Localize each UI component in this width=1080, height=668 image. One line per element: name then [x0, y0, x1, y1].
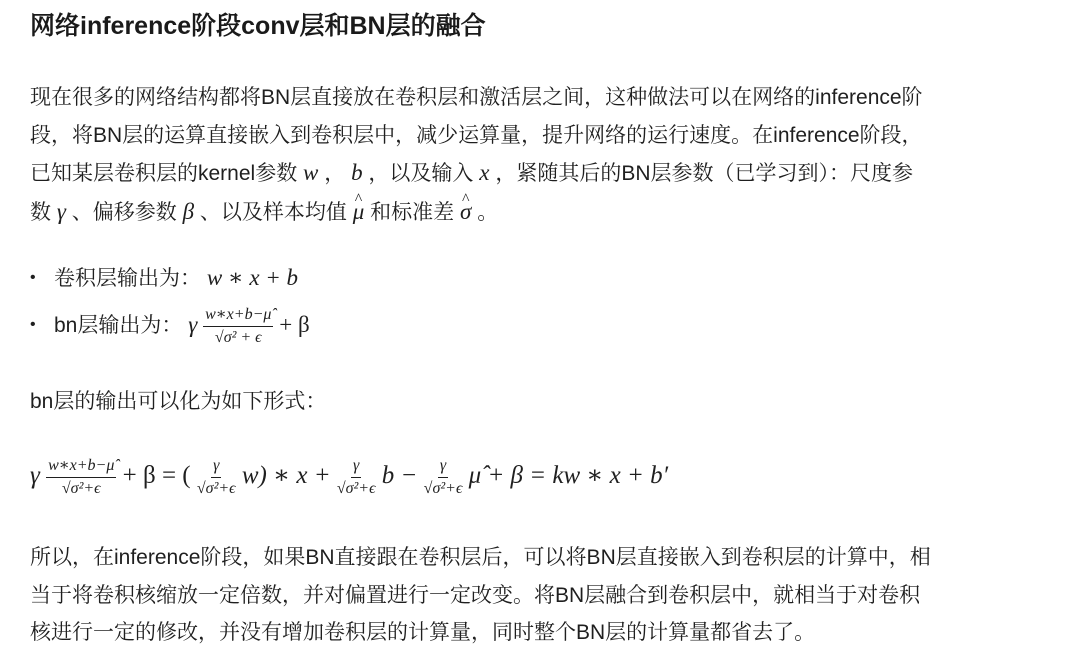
eq-result: μ̂ + β = kw ∗ x + b′	[468, 462, 669, 489]
eq-plus-beta: + β = (	[122, 462, 191, 489]
conclusion-paragraph	[30, 539, 1050, 652]
eq-fraction-bn-denominator: √σ²+ϵ	[61, 479, 101, 497]
intro-line-3d: ，紧随其后的BN层参数（已学习到）：尺度参	[495, 162, 913, 185]
eq-fraction-numerator: γ	[351, 457, 361, 478]
eq-fraction-denominator: √σ²+ϵ	[423, 479, 463, 497]
conclusion-line-1: 所以，在inference阶段，如果BN直接跟在卷积层后，可以将BN层直接嵌入到卷积层的计算中，相	[30, 546, 931, 569]
conclusion-line-2: 当于将卷积核缩放一定倍数，并对偏置进行一定改变。将BN层融合到卷积层中，就相当于对卷积	[30, 583, 921, 607]
page-title: 网络inference阶段conv层和BN层的融合	[30, 12, 486, 40]
bn-output-label: bn层输出为：	[54, 314, 183, 337]
conclusion-line-3: 核进行一定的修改，并没有增加卷积层的计算量，同时整个BN层的计算量都省去了。	[30, 621, 816, 644]
sqrt-sign-icon: √	[196, 479, 206, 497]
intro-line-4e: 。	[477, 200, 499, 224]
bn-fraction-numerator: w∗x+b−μ̂	[203, 306, 273, 327]
conv-output-formula: w ∗ x + b	[206, 265, 299, 290]
intro-line-3a: 已知某层卷积层的kernel参数	[30, 162, 298, 185]
conv-output-label: 卷积层输出为：	[54, 267, 201, 290]
eq-fraction-scale-mu	[424, 457, 463, 497]
intro-line-4b: 、偏移参数	[71, 200, 177, 224]
bn-output-tail: + β	[279, 312, 310, 337]
intro-line-3c: ，以及输入	[368, 162, 474, 185]
symbol-mu-hat: ^ μ	[353, 193, 365, 231]
eq-fraction-denominator: √σ²+ϵ	[196, 479, 236, 497]
intro-paragraph	[30, 79, 1050, 231]
intro-line-4a: 数	[30, 200, 51, 224]
fusion-equation	[30, 446, 668, 506]
output-formula-list	[30, 258, 310, 352]
eq-fraction-scale-b	[337, 457, 376, 497]
eq-b-minus: b −	[381, 462, 418, 489]
intro-line-4c: 、以及样本均值	[199, 200, 347, 224]
symbol-beta: β	[182, 198, 195, 224]
eq-fraction-bn-numerator: w∗x+b−μ̂	[46, 457, 116, 478]
eq-fraction-scale-w	[197, 457, 236, 497]
symbol-w: w	[303, 160, 319, 185]
eq-w-times-x: w) ∗ x +	[241, 462, 331, 489]
bn-form-text: bn层的输出可以化为如下形式：	[30, 390, 327, 413]
symbol-b: b	[351, 160, 363, 185]
symbol-sigma-hat: ^ σ	[460, 193, 471, 231]
intro-line-3b: ，	[324, 162, 346, 185]
bn-fraction-denominator: √σ² + ϵ	[214, 328, 262, 346]
bn-gamma-symbol: γ	[188, 312, 198, 337]
symbol-x: x	[479, 160, 490, 185]
sqrt-sign-icon: √	[61, 479, 71, 497]
sqrt-sign-icon: √	[336, 479, 346, 497]
eq-fraction-bn	[46, 457, 116, 497]
intro-line-4d: 和标准差	[370, 200, 455, 224]
eq-fraction-numerator: γ	[438, 457, 448, 478]
eq-fraction-numerator: γ	[211, 457, 221, 478]
eq-gamma: γ	[30, 462, 40, 489]
sqrt-sign-icon: √	[423, 479, 433, 497]
bn-output-fraction	[203, 306, 273, 346]
list-item-bn-output	[30, 298, 310, 352]
intro-line-2: 段，将BN层的运算直接嵌入到卷积层中，减少运算量，提升网络的运行速度。在inference阶段，	[30, 123, 923, 147]
intro-line-1: 现在很多的网络结构都将BN层直接放在卷积层和激活层之间，这种做法可以在网络的inference阶	[30, 86, 923, 109]
eq-fraction-denominator: √σ²+ϵ	[336, 479, 376, 497]
sqrt-sign-icon: √	[214, 328, 224, 346]
symbol-gamma: γ	[56, 198, 66, 224]
list-item-conv-output	[30, 258, 310, 298]
